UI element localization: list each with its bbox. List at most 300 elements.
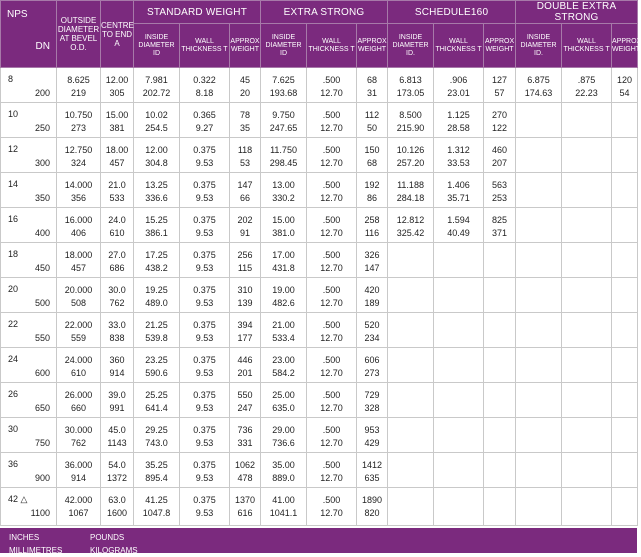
metric-value: 328 <box>364 403 380 413</box>
table-cell <box>484 103 516 138</box>
imperial-value: .500 <box>322 215 341 225</box>
imperial-value: 6.813 <box>399 75 422 85</box>
metric-value: 1372 <box>106 473 128 483</box>
inside-diameter-header: INSIDE DIAMETER ID. <box>388 24 434 68</box>
imperial-value: .500 <box>322 75 341 85</box>
imperial-value: 446 <box>237 355 253 365</box>
imperial-value: 8.500 <box>399 110 422 120</box>
nps-dn-cell <box>1 243 57 278</box>
table-cell <box>562 453 612 488</box>
table-cell <box>57 68 101 103</box>
table-cell <box>307 138 357 173</box>
imperial-value: 326 <box>364 250 380 260</box>
nps-dn-cell <box>1 348 57 383</box>
table-cell <box>261 208 307 243</box>
table-cell <box>388 418 434 453</box>
imperial-value: .500 <box>322 320 341 330</box>
dn-header-label: DN <box>35 41 50 52</box>
table-cell <box>180 348 230 383</box>
imperial-value: .500 <box>322 250 341 260</box>
imperial-value: 12.750 <box>64 145 93 155</box>
metric-value: 12.70 <box>320 193 343 203</box>
table-cell <box>484 138 516 173</box>
table-cell <box>434 348 484 383</box>
imperial-value: 23.00 <box>272 355 295 365</box>
table-cell <box>484 68 516 103</box>
dn-value: 300 <box>34 158 50 168</box>
imperial-value: 27.0 <box>108 250 126 260</box>
table-cell <box>562 383 612 418</box>
table-body <box>1 68 638 526</box>
imperial-value: 15.25 <box>145 215 168 225</box>
imperial-value: 18.00 <box>105 145 129 155</box>
table-cell <box>612 418 638 453</box>
nps-dn-cell <box>1 278 57 313</box>
table-cell <box>261 383 307 418</box>
imperial-value: 45.0 <box>108 425 126 435</box>
metric-value: 838 <box>109 333 125 343</box>
table-cell <box>307 278 357 313</box>
imperial-value: 258 <box>364 215 380 225</box>
table-cell <box>516 313 562 348</box>
table-cell <box>357 68 388 103</box>
metric-value: 686 <box>109 263 125 273</box>
imperial-value: .500 <box>322 355 341 365</box>
metric-value: 115 <box>237 263 253 273</box>
metric-value: 202.72 <box>142 88 171 98</box>
metric-value: 298.45 <box>269 158 298 168</box>
table-row <box>1 418 638 453</box>
table-cell <box>180 68 230 103</box>
table-cell <box>180 138 230 173</box>
nps-value: 16 <box>8 214 19 224</box>
table-cell <box>180 383 230 418</box>
table-cell <box>134 453 180 488</box>
table-cell <box>230 103 261 138</box>
imperial-value: 0.375 <box>193 320 216 330</box>
table-cell <box>230 348 261 383</box>
table-cell <box>516 278 562 313</box>
metric-value: 12.70 <box>320 333 343 343</box>
dn-value: 500 <box>34 298 50 308</box>
imperial-value: 45 <box>240 75 251 85</box>
imperial-value: 1062 <box>235 460 256 470</box>
table-cell <box>516 418 562 453</box>
nps-dn-cell <box>1 383 57 418</box>
table-cell <box>261 68 307 103</box>
imperial-value: 17.25 <box>145 250 168 260</box>
metric-value: 253 <box>492 193 508 203</box>
metric-value: 189 <box>364 298 380 308</box>
table-cell <box>230 173 261 208</box>
metric-value: 762 <box>109 298 125 308</box>
table-cell <box>562 313 612 348</box>
table-cell <box>101 208 134 243</box>
imperial-value: 460 <box>492 145 508 155</box>
table-cell <box>388 173 434 208</box>
table-cell <box>484 383 516 418</box>
metric-value: 478 <box>237 473 253 483</box>
table-cell <box>230 488 261 526</box>
imperial-value: .906 <box>449 75 468 85</box>
imperial-value: 1890 <box>362 495 383 505</box>
nps-value: 18 <box>8 249 19 259</box>
nps-value: 12 <box>8 144 19 154</box>
imperial-value: 10.02 <box>145 110 168 120</box>
imperial-value: 14.000 <box>64 180 93 190</box>
table-row <box>1 278 638 313</box>
table-cell <box>562 418 612 453</box>
metric-value: 22.23 <box>575 88 598 98</box>
table-cell <box>230 383 261 418</box>
imperial-value: 0.365 <box>193 110 216 120</box>
imperial-value: 150 <box>364 145 380 155</box>
table-row <box>1 208 638 243</box>
imperial-value: 520 <box>364 320 380 330</box>
table-cell <box>516 138 562 173</box>
nps-dn-cell <box>1 453 57 488</box>
table-cell <box>612 173 638 208</box>
metric-value: 533 <box>109 193 125 203</box>
table-cell <box>612 243 638 278</box>
metric-value: 9.27 <box>195 123 214 133</box>
metric-value: 9.53 <box>195 333 214 343</box>
metric-value: 482.6 <box>272 298 295 308</box>
table-cell <box>388 278 434 313</box>
wall-thickness-header: WALL THICKNESS T <box>307 24 357 68</box>
table-cell <box>57 488 101 526</box>
table-row <box>1 383 638 418</box>
table-cell <box>434 103 484 138</box>
imperial-value: .500 <box>322 110 341 120</box>
metric-value: 9.53 <box>195 263 214 273</box>
imperial-value: 202 <box>237 215 253 225</box>
table-cell <box>357 453 388 488</box>
table-cell <box>516 488 562 526</box>
table-cell <box>101 313 134 348</box>
imperial-value: 15.00 <box>272 215 295 225</box>
metric-value: 429 <box>364 438 380 448</box>
imperial-value: 12.00 <box>105 75 129 85</box>
metric-value: 247 <box>237 403 253 413</box>
table-cell <box>612 348 638 383</box>
table-cell <box>434 138 484 173</box>
imperial-value: 54.0 <box>108 460 126 470</box>
imperial-value: 563 <box>492 180 508 190</box>
imperial-value: 15.00 <box>105 110 129 120</box>
metric-value: 257.20 <box>396 158 425 168</box>
table-cell <box>134 278 180 313</box>
table-cell <box>57 103 101 138</box>
metric-value: 234 <box>364 333 380 343</box>
metric-value: 324 <box>70 158 87 168</box>
table-cell <box>230 418 261 453</box>
nps-dn-cell <box>1 208 57 243</box>
table-cell <box>134 208 180 243</box>
imperial-value: 21.25 <box>145 320 168 330</box>
imperial-value: 270 <box>492 110 508 120</box>
imperial-value: 0.375 <box>193 215 216 225</box>
table-row <box>1 68 638 103</box>
table-cell <box>180 278 230 313</box>
metric-value: 991 <box>109 403 125 413</box>
table-cell <box>516 173 562 208</box>
table-cell <box>562 173 612 208</box>
inside-diameter-header: INSIDE DIAMETER ID <box>134 24 180 68</box>
table-cell <box>612 68 638 103</box>
dn-value: 200 <box>34 88 50 98</box>
metric-value: 9.53 <box>195 403 214 413</box>
table-cell <box>562 68 612 103</box>
table-cell <box>180 103 230 138</box>
imperial-value: 729 <box>364 390 380 400</box>
metric-value: 616 <box>237 508 253 518</box>
imperial-value: 1.594 <box>447 215 470 225</box>
metric-value: 54 <box>619 88 630 98</box>
dn-value: 550 <box>34 333 50 343</box>
units-weight-column <box>90 531 138 557</box>
table-cell <box>516 243 562 278</box>
imperial-value: 29.25 <box>145 425 168 435</box>
dn-value: 650 <box>34 403 50 413</box>
table-cell <box>434 173 484 208</box>
imperial-value: 10.126 <box>396 145 425 155</box>
wall-thickness-header: WALL THICKNESS T <box>180 24 230 68</box>
metric-value: 743.0 <box>145 438 168 448</box>
imperial-value: 35.00 <box>272 460 295 470</box>
metric-value: 12.70 <box>320 473 343 483</box>
table-cell <box>388 383 434 418</box>
imperial-value: 41.25 <box>145 495 168 505</box>
metric-value: 1067 <box>68 508 89 518</box>
metric-value: 215.90 <box>396 123 425 133</box>
metric-value: 139 <box>237 298 253 308</box>
metric-value: 284.18 <box>396 193 425 203</box>
table-cell <box>357 418 388 453</box>
metric-value: 431.8 <box>272 263 295 273</box>
metric-value: 386.1 <box>145 228 168 238</box>
metric-value: 273 <box>364 368 380 378</box>
table-cell <box>484 488 516 526</box>
metric-value: 9.53 <box>195 193 214 203</box>
metric-value: 9.53 <box>195 158 214 168</box>
wall-thickness-header: WALL THICKNESS T <box>562 24 612 68</box>
table-cell <box>516 208 562 243</box>
metric-value: 660 <box>70 403 87 413</box>
metric-value: 584.2 <box>272 368 295 378</box>
imperial-value: 1.125 <box>447 110 470 120</box>
imperial-value: 147 <box>237 180 253 190</box>
metric-value: 35.71 <box>447 193 470 203</box>
nps-dn-cell <box>1 313 57 348</box>
table-row <box>1 243 638 278</box>
table-cell <box>261 313 307 348</box>
imperial-value: 120 <box>617 75 633 85</box>
imperial-value: 30.000 <box>64 425 93 435</box>
wall-thickness-header: WALL THICKNESS T <box>434 24 484 68</box>
metric-value: 254.5 <box>145 123 168 133</box>
table-cell <box>57 348 101 383</box>
imperial-value: 26.000 <box>64 390 93 400</box>
table-cell <box>307 68 357 103</box>
table-cell <box>230 138 261 173</box>
nps-value: 10 <box>8 109 19 119</box>
imperial-value: 25.25 <box>145 390 168 400</box>
imperial-value: .500 <box>322 390 341 400</box>
table-cell <box>307 313 357 348</box>
metric-value: 1041.1 <box>269 508 298 518</box>
metric-value: 20 <box>240 88 251 98</box>
imperial-value: .500 <box>322 495 341 505</box>
table-cell <box>516 103 562 138</box>
metric-value: 590.6 <box>145 368 168 378</box>
table-cell <box>484 453 516 488</box>
metric-value: 457 <box>70 263 87 273</box>
table-header <box>1 1 641 68</box>
metric-value: 86 <box>367 193 378 203</box>
table-row <box>1 348 638 383</box>
metric-value: 457 <box>109 158 125 168</box>
table-cell <box>134 488 180 526</box>
metric-value: 50 <box>367 123 378 133</box>
imperial-value: 30.0 <box>108 285 126 295</box>
nps-header-label: NPS <box>7 9 28 20</box>
imperial-value: 420 <box>364 285 380 295</box>
imperial-value: 63.0 <box>108 495 126 505</box>
imperial-value: 0.375 <box>193 250 216 260</box>
metric-value: 9.53 <box>195 368 214 378</box>
table-row <box>1 453 638 488</box>
inside-diameter-header: INSIDE DIAMETER ID. <box>516 24 562 68</box>
table-cell <box>484 208 516 243</box>
table-cell <box>562 348 612 383</box>
table-cell <box>562 243 612 278</box>
table-cell <box>134 138 180 173</box>
table-cell <box>612 313 638 348</box>
table-cell <box>101 418 134 453</box>
metric-value: 736.6 <box>272 438 295 448</box>
table-cell <box>357 383 388 418</box>
metric-value: 1047.8 <box>142 508 171 518</box>
metric-value: 91 <box>240 228 251 238</box>
nps-value: 8 <box>8 74 14 84</box>
table-cell <box>484 173 516 208</box>
centre-to-end-header: CENTRE TO END A <box>101 1 134 68</box>
table-cell <box>101 453 134 488</box>
dn-value: 350 <box>34 193 50 203</box>
metric-value: 305 <box>109 88 125 98</box>
table-cell <box>357 138 388 173</box>
imperial-value: 310 <box>237 285 253 295</box>
units-footer <box>0 528 637 553</box>
metric-value: 201 <box>237 368 253 378</box>
metric-value: 9.53 <box>195 298 214 308</box>
metric-value: 325.42 <box>396 228 425 238</box>
table-cell <box>307 383 357 418</box>
metric-value: 12.70 <box>320 123 343 133</box>
table-cell <box>484 243 516 278</box>
table-cell <box>434 278 484 313</box>
table-cell <box>134 383 180 418</box>
metric-value: 9.53 <box>195 508 214 518</box>
table-cell <box>134 173 180 208</box>
nps-value: 24 <box>8 354 19 364</box>
nps-value: 20 <box>8 284 19 294</box>
units-millimetres: MILLIMETRES <box>9 546 63 555</box>
metric-value: 438.2 <box>145 263 168 273</box>
units-kilograms: KILOGRAMS <box>90 546 138 555</box>
dn-value: 600 <box>34 368 50 378</box>
nps-dn-cell <box>1 138 57 173</box>
table-cell <box>134 418 180 453</box>
table-cell <box>388 348 434 383</box>
metric-value: 914 <box>109 368 125 378</box>
metric-value: 66 <box>240 193 251 203</box>
table-cell <box>357 103 388 138</box>
table-cell <box>57 138 101 173</box>
units-pounds: POUNDS <box>90 533 125 542</box>
table-cell <box>612 138 638 173</box>
table-cell <box>612 278 638 313</box>
metric-value: 68 <box>367 158 378 168</box>
table-cell <box>261 488 307 526</box>
imperial-value: 24.000 <box>64 355 93 365</box>
imperial-value: 1370 <box>235 495 256 505</box>
metric-value: 12.70 <box>320 298 343 308</box>
metric-value: 381 <box>109 123 125 133</box>
imperial-value: 118 <box>237 145 253 155</box>
table-cell <box>230 278 261 313</box>
imperial-value: 0.375 <box>193 495 216 505</box>
table-cell <box>388 243 434 278</box>
imperial-value: 13.25 <box>145 180 168 190</box>
imperial-value: 1.312 <box>447 145 470 155</box>
imperial-value: 19.25 <box>145 285 168 295</box>
nps-dn-cell <box>1 418 57 453</box>
metric-value: 12.70 <box>320 403 343 413</box>
table-cell <box>230 208 261 243</box>
table-cell <box>180 208 230 243</box>
table-cell <box>562 138 612 173</box>
table-cell <box>57 208 101 243</box>
nps-value: 14 <box>8 179 19 189</box>
table-cell <box>307 173 357 208</box>
metric-value: 9.53 <box>195 228 214 238</box>
imperial-value: .500 <box>322 145 341 155</box>
table-cell <box>261 418 307 453</box>
dn-value: 750 <box>34 438 50 448</box>
metric-value: 207 <box>492 158 508 168</box>
table-cell <box>134 68 180 103</box>
imperial-value: 0.375 <box>193 145 216 155</box>
table-row <box>1 313 638 348</box>
metric-value: 247.65 <box>269 123 298 133</box>
imperial-value: 0.322 <box>193 75 216 85</box>
units-inches: INCHES <box>9 533 40 542</box>
table-row <box>1 173 638 208</box>
nps-value: 36 <box>8 459 19 469</box>
table-cell <box>388 138 434 173</box>
imperial-value: 41.00 <box>272 495 295 505</box>
metric-value: 116 <box>364 228 380 238</box>
table-cell <box>357 243 388 278</box>
table-cell <box>230 243 261 278</box>
table-cell <box>612 208 638 243</box>
imperial-value: .500 <box>322 460 341 470</box>
imperial-value: .500 <box>322 425 341 435</box>
imperial-value: 8.625 <box>67 75 90 85</box>
table-cell <box>388 68 434 103</box>
